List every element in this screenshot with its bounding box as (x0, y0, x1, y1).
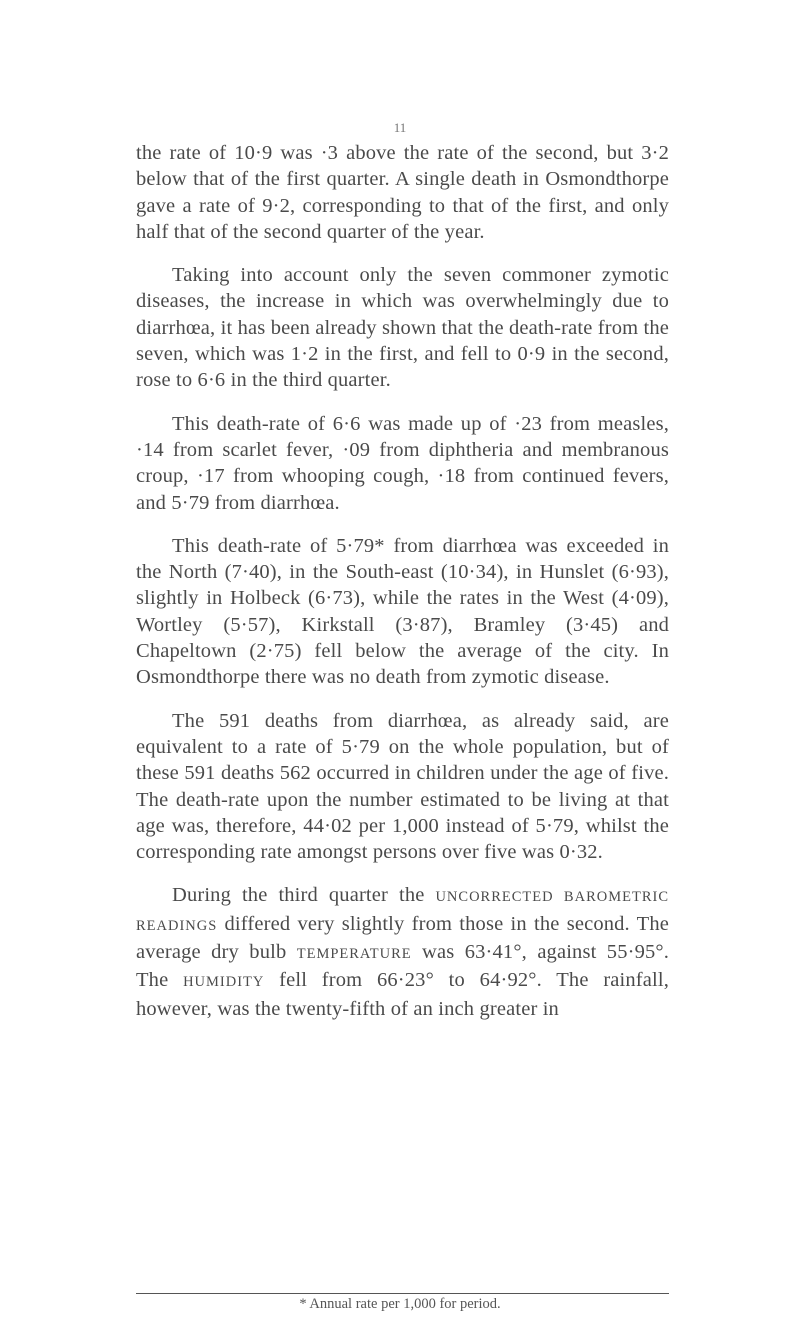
paragraph-6-text-2: differed very slightly from those in the second. The average dry bulb (136, 912, 669, 964)
humidity-term: HUMIDITY (183, 974, 265, 991)
barometric-readings-term: UNCORRECTED BAROMETRIC READINGS (136, 889, 669, 934)
page-number: 11 (393, 120, 407, 135)
footnote: * Annual rate per 1,000 for period. (299, 1296, 501, 1312)
temperature-term: TEMPERATURE (296, 946, 412, 963)
paragraph-6-text-4: fell from 66·23° to 64·92°. The rainfall, however, was the twenty-fifth of an inch greater in (136, 969, 669, 1020)
paragraph-6-text-1: During the third quarter the (172, 884, 436, 907)
paragraph-5: The 591 deaths from diarrhœa, as already said, are equivalent to a rate of 5·79 on the whole population, but of these 591 deaths 562 occurred in children under the age of five. The death-rate upon the number estimated to be living at that age was, therefore, 44·02 per 1,000 instead of 5·79, whilst the corresponding rate amongst persons over five was 0·32. (136, 709, 669, 864)
footnote-divider (136, 1293, 669, 1294)
paragraph-1: the rate of 10·9 was ·3 above the rate of the second, but 3·2 below that of the first quarter. A single death in Osmondthorpe gave a rate of 9·2, corresponding to that of the first, and only half that of the second quarter of the year. (136, 142, 669, 243)
paragraph-6-text-3: was 63·41°, against 55·95°. The (136, 941, 670, 992)
paragraph-4: This death-rate of 5·79* from diarrhœa was exceeded in the North (7·40), in the South-east (10·34), in Hunslet (6·93), slightly in Holbeck (6·73), while the rates in the West (4·09), Wortley (5·57), Kirkstall (3·87), Bramley (3·45) and Chapeltown (2·75) fell below the average of the city. In Osmondthorpe there was no death from zymotic disease. (136, 534, 669, 689)
paragraph-6 (136, 882, 669, 1021)
body-text (136, 140, 669, 1039)
paragraph-3: This death-rate of 6·6 was made up of ·23 from measles, ·14 from scarlet fever, ·09 from diphtheria and membranous croup, ·17 from whooping cough, ·18 from continued fevers, and 5·79 from diarrhœa. (136, 412, 669, 514)
paragraph-2: Taking into account only the seven commoner zymotic diseases, the increase in which was overwhelmingly due to diarrhœa, it has been already shown that the death-rate from the seven, which was 1·2 in the first, and fell to 0·9 in the second, rose to 6·6 in the third quarter. (136, 264, 669, 392)
